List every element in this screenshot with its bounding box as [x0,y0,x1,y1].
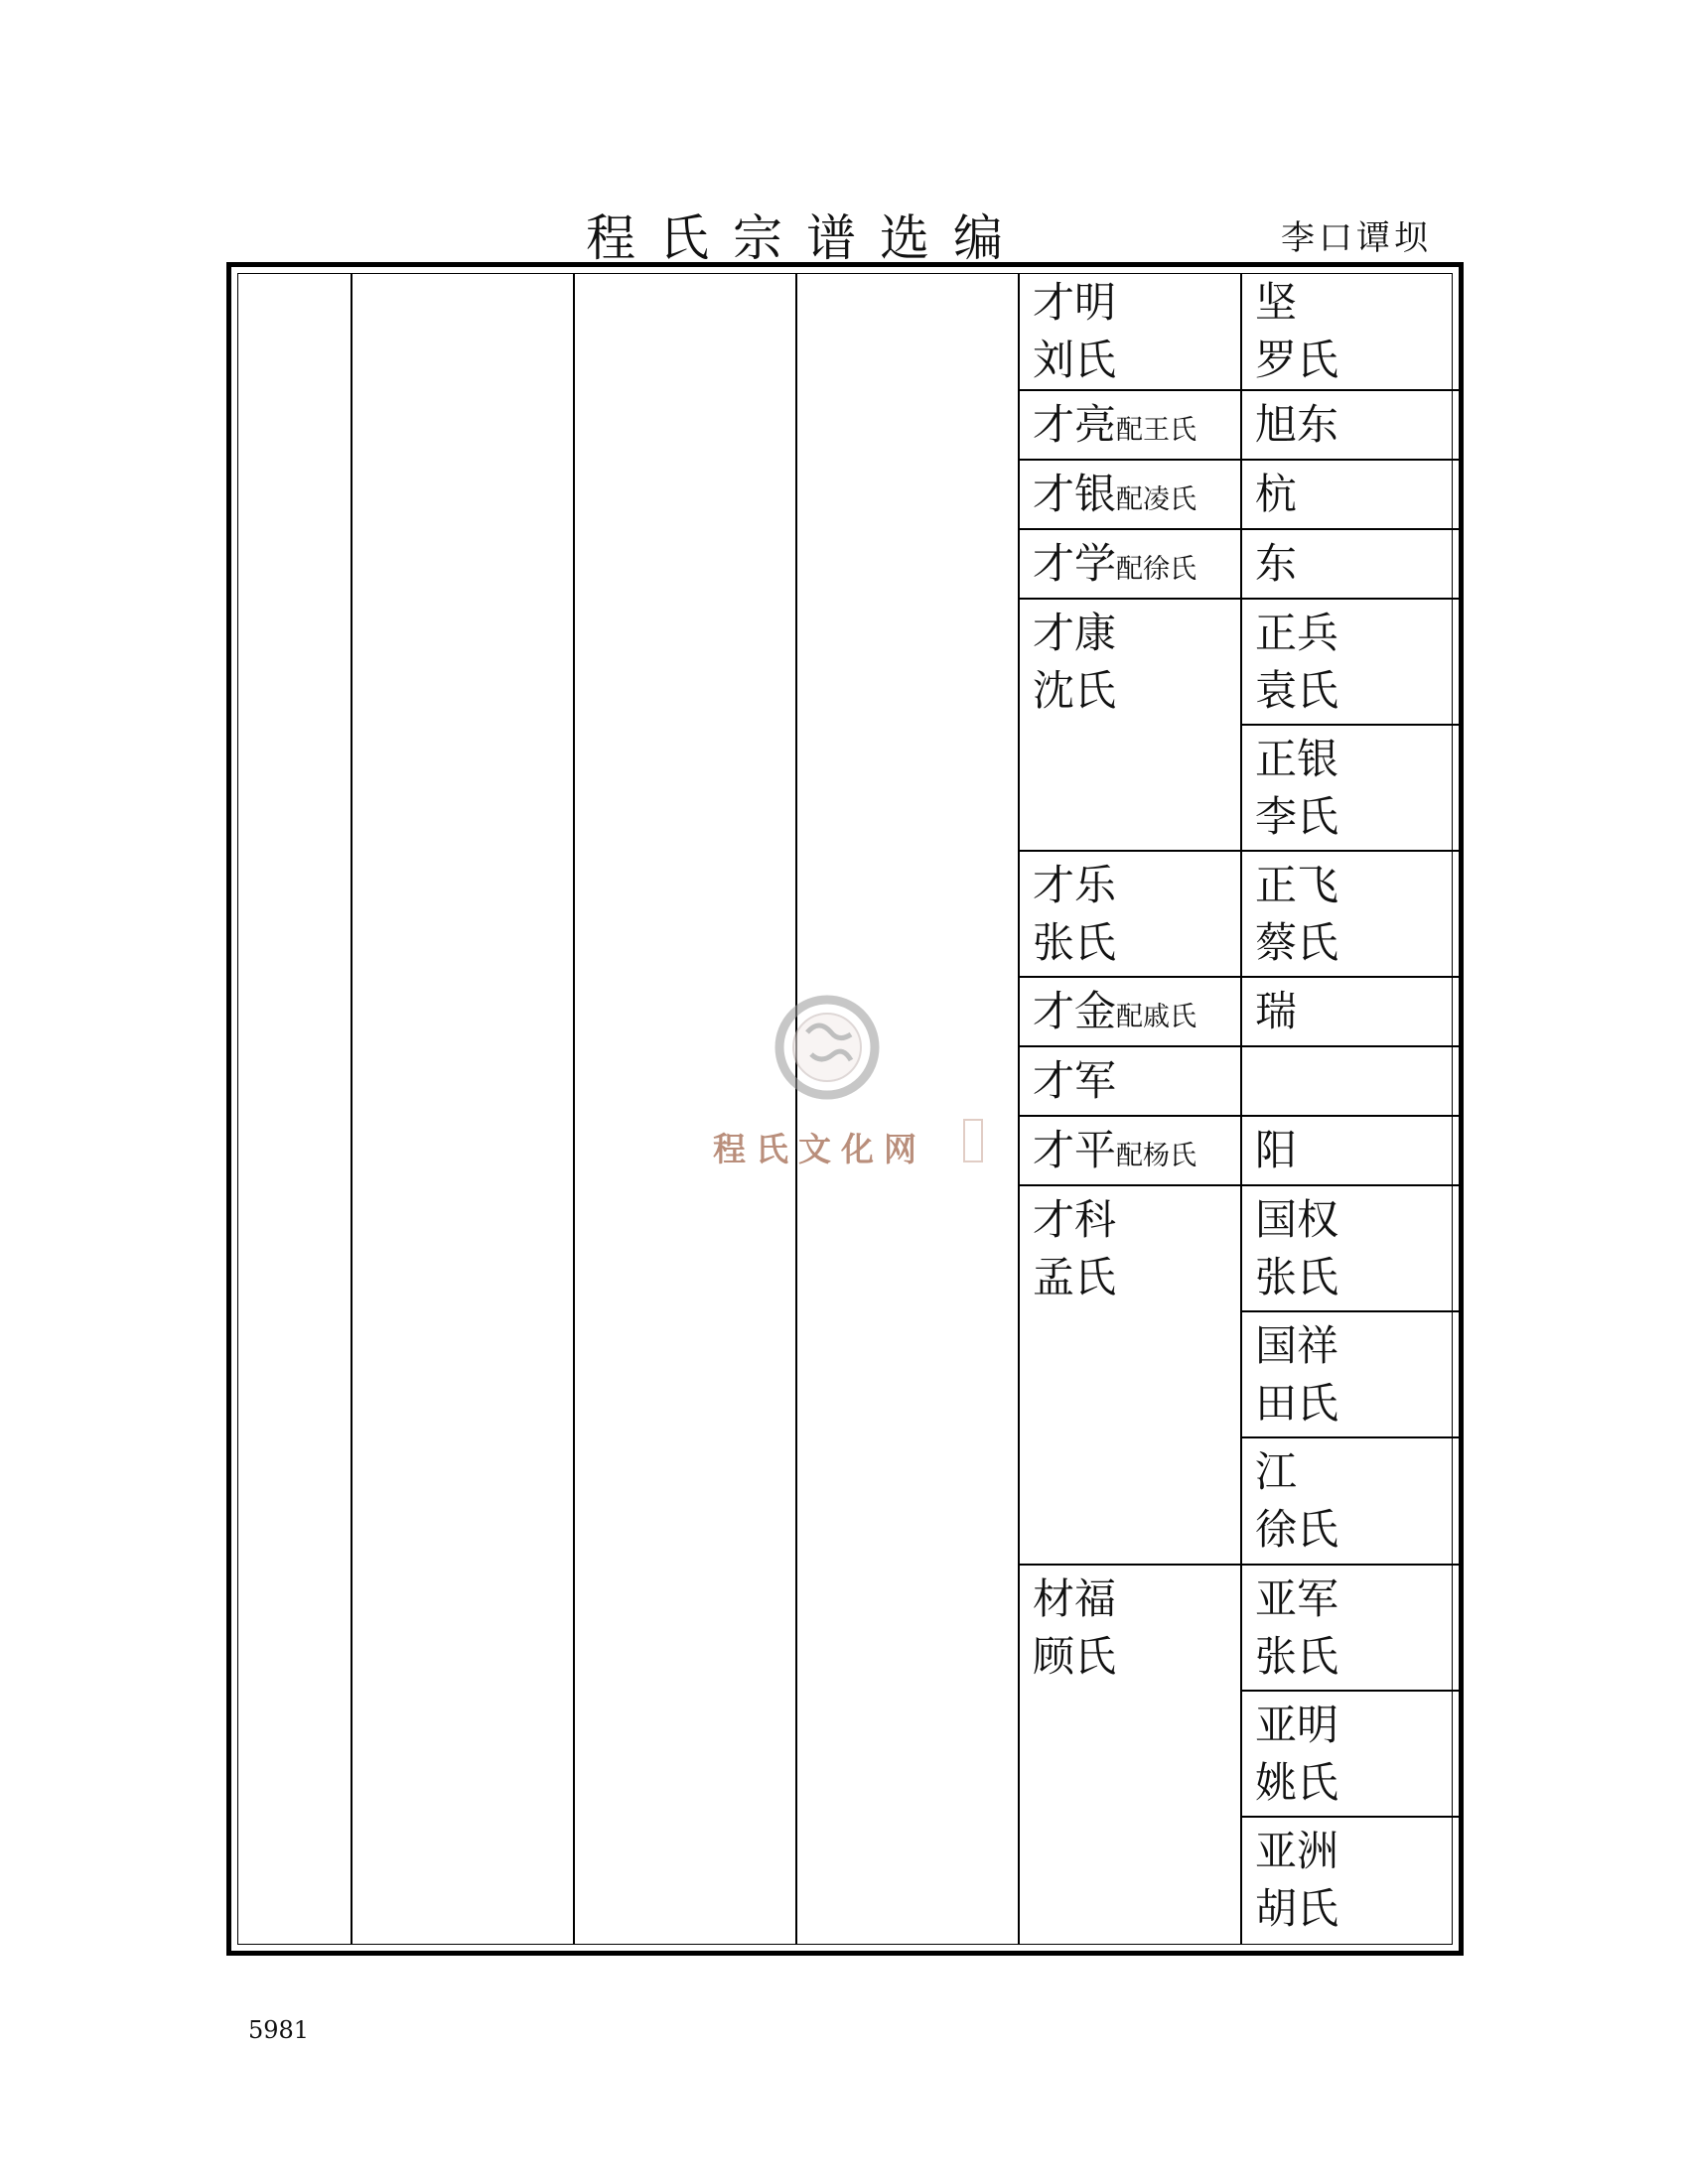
father-entry: 才康 沈氏 [1033,609,1117,715]
father-entry: 才金配戚氏 [1033,987,1197,1035]
row-divider [1240,1310,1464,1312]
father-entry: 才军 [1033,1056,1117,1105]
father-entry: 才学配徐氏 [1033,539,1197,588]
son-entry: 江 徐氏 [1255,1447,1339,1554]
column-divider [1018,274,1020,1944]
son-entry: 亚明 姚氏 [1255,1701,1339,1807]
column-divider [573,274,575,1944]
son-entry: 杭 [1255,470,1298,518]
father-entry: 材福 顾氏 [1033,1574,1117,1681]
page-title: 程氏宗谱选编 [586,209,1027,267]
row-divider [1018,976,1464,978]
father-entry: 才明 刘氏 [1033,278,1117,384]
row-divider [1240,724,1464,726]
row-divider [1018,850,1464,852]
son-entry: 正飞 蔡氏 [1255,861,1339,967]
son-entry: 国权 张氏 [1255,1195,1339,1301]
son-entry: 正兵 袁氏 [1255,609,1339,715]
father-entry: 才亮配王氏 [1033,400,1197,449]
row-divider [1240,1436,1464,1438]
son-entry: 亚洲 胡氏 [1255,1827,1339,1933]
column-divider [351,274,352,1944]
row-divider [1240,1690,1464,1692]
father-entry: 才平配杨氏 [1033,1126,1197,1174]
column-divider [1240,274,1242,1944]
son-entry: 旭东 [1255,400,1339,449]
son-entry: 国祥 田氏 [1255,1321,1339,1428]
row-divider [1018,389,1464,391]
father-entry: 才银配凌氏 [1033,470,1197,518]
page-number: 5981 [248,2016,310,2044]
son-entry: 正银 李氏 [1255,735,1339,841]
son-entry: 瑞 [1255,987,1298,1035]
row-divider [1018,1564,1464,1566]
son-entry: 东 [1255,539,1298,588]
row-divider [1018,1115,1464,1117]
son-entry: 阳 [1255,1126,1298,1174]
father-entry: 才科 孟氏 [1033,1195,1117,1301]
watermark-text: 程氏文化网 [713,1130,926,1168]
branch-name: 李口谭坝 [1281,218,1432,258]
father-entry: 才乐 张氏 [1033,861,1117,967]
son-entry: 坚 罗氏 [1255,278,1339,384]
row-divider [1240,1816,1464,1818]
son-entry: 亚军 张氏 [1255,1574,1339,1681]
